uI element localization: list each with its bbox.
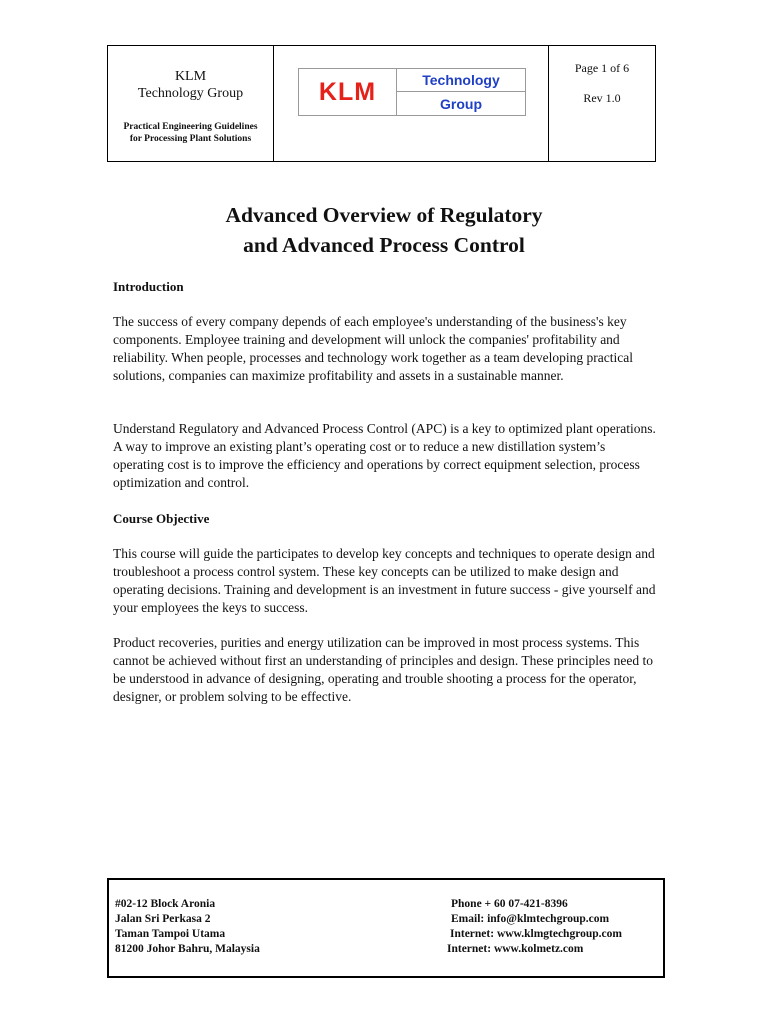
header-org-cell [108,46,274,161]
klm-logo [298,68,526,116]
introduction-paragraph-2: Understand Regulatory and Advanced Process Control (APC) is a key to optimized plant operations. A way to improve an existing plant’s operating cost or to reduce a new distillation system’s operating cost is to improve the efficiency and operations by correct equipment selection, process optimization and control. [113,421,656,490]
revision: Rev 1.0 [583,91,621,105]
course-objective-heading: Course Objective [113,511,210,526]
header-logo-cell [274,46,549,161]
introduction-paragraph-1: The success of every company depends of each employee's understanding of the business's key components. Employee training and development will unlock the companies' profitability and reliability. When people, processes and technology work together as a team developing practical solutions, companies can maximize profitability and assets in a sustainable manner. [113,314,633,383]
address-line: Taman Tampoi Utama [115,928,226,940]
footer-address [115,897,260,957]
org-name [108,68,273,102]
org-tagline [108,121,273,145]
logo-klm-text: KLM [299,69,397,115]
website-line: Internet: www.klmgtechgroup.com [450,928,622,940]
org-name-line1: KLM [174,69,207,84]
title-line2: and Advanced Process Control [243,233,525,257]
phone-line: Phone + 60 07-421-8396 [451,898,568,910]
website-line: Internet: www.kolmetz.com [447,943,584,955]
course-objective-paragraph-2: Product recoveries, purities and energy utilization can be improved in most process systems. This cannot be achieved without first an understanding of principles and design. These principles need to be understood in advance of designing, operating and trouble shooting a process for the operator, designer, or problem solving to be effective. [113,635,653,704]
introduction-heading: Introduction [113,279,184,294]
footer-contact [447,897,622,957]
logo-group-text: Group [440,95,482,112]
address-line: 81200 Johor Bahru, Malaysia [115,943,260,955]
document-header [107,45,656,162]
header-page-cell [549,46,655,161]
document-title [107,200,661,260]
address-line: Jalan Sri Perkasa 2 [115,913,211,925]
tagline-line1: Practical Engineering Guidelines [123,122,258,132]
document-footer [107,878,665,978]
title-line1: Advanced Overview of Regulatory [225,203,543,227]
page-number: Page 1 of 6 [574,61,630,75]
logo-technology-text: Technology [397,69,525,92]
org-name-line2: Technology Group [137,86,244,101]
course-objective-paragraph-1: This course will guide the participates to develop key concepts and techniques to operate design and troubleshoot a process control system. These key concepts can be utilized to make design and operating decisions. Training and development is an investment in future success - give yourself and your employees the keys to success. [113,546,656,615]
address-line: #02-12 Block Aronia [115,898,216,910]
tagline-line2: for Processing Plant Solutions [129,134,252,144]
email-line: Email: info@klmtechgroup.com [451,913,610,925]
